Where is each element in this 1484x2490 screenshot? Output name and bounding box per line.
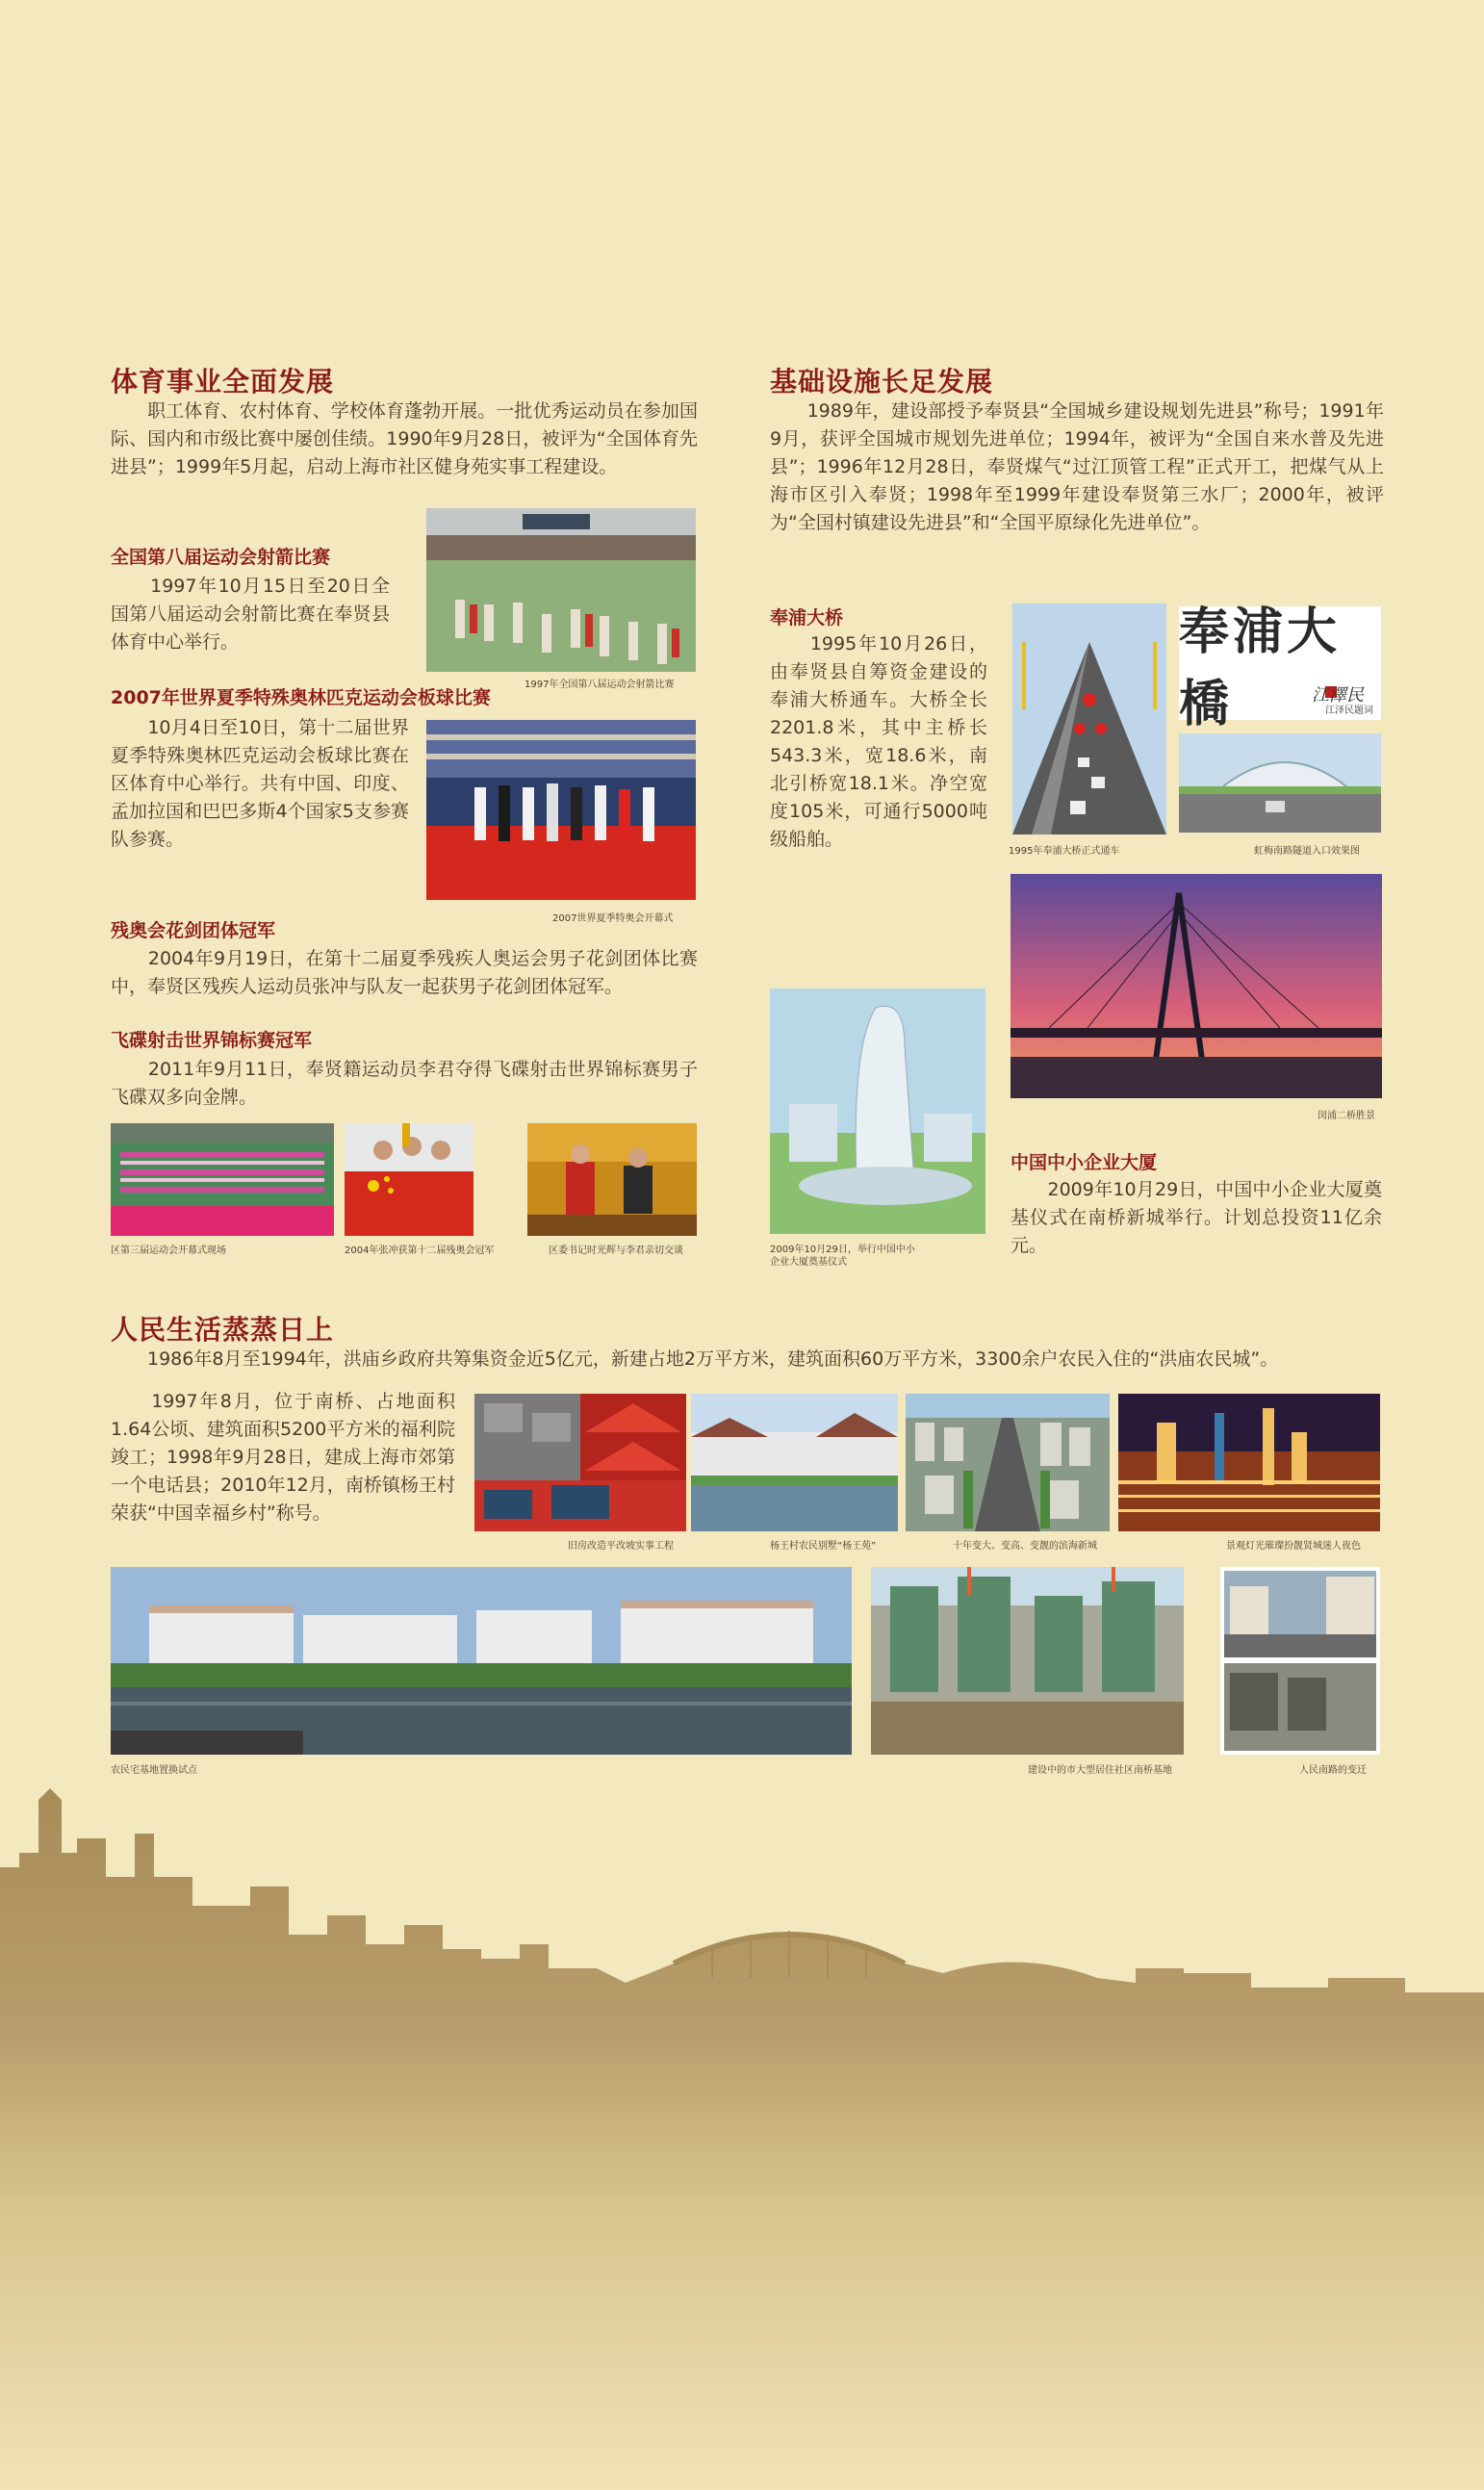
shooting-title: 飞碟射击世界锦标赛冠军 (111, 1030, 313, 1051)
life-title: 人民生活蒸蒸日上 (111, 1314, 335, 1346)
sme-text: 2009年10月29日，中国中小企业大厦奠基仪式在南桥新城举行。计划总投资11亿余元。 (1011, 1179, 1382, 1256)
night-view-photo (1118, 1394, 1380, 1531)
fencing-champion-caption: 2004年张冲获第十二届残奥会冠军 (345, 1245, 495, 1256)
fencing-text: 2004年9月19日，在第十二届夏季残疾人奥运会男子花剑团体比赛中，奉贤区残疾人运动员张冲与队友一起获男子花剑团体冠军。 (111, 948, 698, 997)
sports-title: 体育事业全面发展 (111, 366, 335, 398)
sme-title: 中国中小企业大厦 (1011, 1152, 1158, 1173)
archery-text: 1997年10月15日至20日全国第八届运动会射箭比赛在奉贤县体育中心举行。 (111, 576, 390, 653)
calligraphy-signature: 江澤民 (1312, 685, 1364, 706)
infra-title: 基础设施长足发展 (770, 366, 994, 398)
infra-intro: 1989年，建设部授予奉贤县“全国城乡建设规划先进县”称号；1991年9月，获评全国城市规划先进单位；1994年，被评为“全国自来水普及先进县”；1996年12月28日，奉贤煤气“过江顶管工程”正式开工，把煤气从上海市区引入奉贤；1998年至1999年建设奉贤第三水厂；2000年，被评为“全国村镇建设先进县”和“全国平原绿化先进单位”。 (770, 400, 1384, 533)
meeting-caption: 区委书记时光辉与李君亲切交谈 (549, 1245, 683, 1256)
villa-caption: 杨王村农民别墅“杨王苑” (770, 1541, 877, 1552)
city-skyline-silhouette (0, 1781, 1484, 2490)
calligraphy-text: 奉浦大橋 (1179, 603, 1342, 733)
shooting-text: 2011年9月11日，奉贤籍运动员李君夺得飞碟射击世界锦标赛男子飞碟双多向金牌。 (111, 1059, 698, 1108)
community-photo (871, 1567, 1184, 1755)
homestead-photo (111, 1567, 852, 1755)
archery-photo (426, 508, 696, 672)
old-house-caption: 旧房改造平改坡实事工程 (568, 1541, 674, 1552)
minpu-bridge-photo (1011, 874, 1382, 1098)
fencing-champion-photo (345, 1123, 473, 1236)
calligraphy-panel (1179, 603, 1381, 733)
road-change-photo (1220, 1567, 1380, 1755)
minpu-bridge-caption: 闵浦二桥胜景 (1318, 1111, 1375, 1121)
life-intro: 1986年8月至1994年，洪庙乡政府共筹集资金近5亿元，新建占地2万平方米，建筑面积60万平方米，3300余户农民入住的“洪庙农民城”。 (111, 1348, 1279, 1370)
floorball-caption: 2007世界夏季特奥会开幕式 (552, 913, 674, 924)
sme-caption-l1: 2009年10月29日，举行中国中小 (770, 1245, 915, 1255)
games-opening-photo (111, 1123, 334, 1236)
games-opening-caption: 区第三届运动会开幕式现场 (111, 1245, 226, 1256)
calligraphy-note: 江泽民题词 (1325, 706, 1373, 716)
meeting-photo (527, 1123, 697, 1236)
tunnel-caption: 虹梅南路隧道入口效果图 (1254, 846, 1360, 857)
new-city-caption: 十年变大、变高、变靓的滨海新城 (953, 1541, 1097, 1552)
bridge-opening-photo (1012, 603, 1166, 834)
archery-caption: 1997年全国第八届运动会射箭比赛 (525, 680, 675, 690)
floorball-text: 10月4日至10日，第十二届世界夏季特殊奥林匹克运动会板球比赛在区体育中心举行。共有中国、印度、孟加拉国和巴巴多斯4个国家5支参赛队参赛。 (111, 717, 409, 850)
tunnel-photo (1179, 733, 1381, 833)
sports-intro: 职工体育、农村体育、学校体育蓬勃开展。一批优秀运动员在参加国际、国内和市级比赛中屡创佳绩。1990年9月28日，被评为“全国体育先进县”；1999年5月起，启动上海市社区健身苑实事工程建设。 (111, 400, 698, 477)
sme-building-photo (770, 988, 985, 1234)
archery-title: 全国第八届运动会射箭比赛 (111, 547, 331, 568)
community-caption: 建设中的市大型居住社区南桥基地 (1028, 1765, 1172, 1776)
bridge-text: 1995年10月26日，由奉贤县自筹资金建设的奉浦大桥通车。大桥全长2201.8米，其中主桥长543.3米，宽18.6米，南北引桥宽18.1米。净空宽度105米，可通行5000吨级船舶。 (770, 633, 987, 850)
new-city-photo (906, 1394, 1110, 1531)
fencing-title: 残奥会花剑团体冠军 (111, 920, 276, 941)
road-change-caption: 人民南路的变迁 (1299, 1765, 1367, 1776)
night-view-caption: 景观灯光璀璨扮靓贤城迷人夜色 (1226, 1541, 1361, 1552)
old-house-photo (474, 1394, 686, 1531)
bridge-title: 奉浦大桥 (770, 607, 844, 629)
floorball-photo (426, 720, 696, 900)
bridge-opening-caption: 1995年奉浦大桥正式通车 (1009, 846, 1120, 857)
homestead-caption: 农民宅基地置换试点 (111, 1765, 197, 1776)
villa-photo (691, 1394, 898, 1531)
life-text: 1997年8月，位于南桥、占地面积1.64公顷、建筑面积5200平方米的福利院竣工；1998年9月28日，建成上海市郊第一个电话县；2010年12月，南桥镇杨王村荣获“中国幸福乡村”称号。 (111, 1391, 455, 1524)
floorball-title: 2007年世界夏季特殊奥林匹克运动会板球比赛 (111, 687, 491, 708)
sme-caption-l2: 企业大厦奠基仪式 (770, 1257, 847, 1268)
